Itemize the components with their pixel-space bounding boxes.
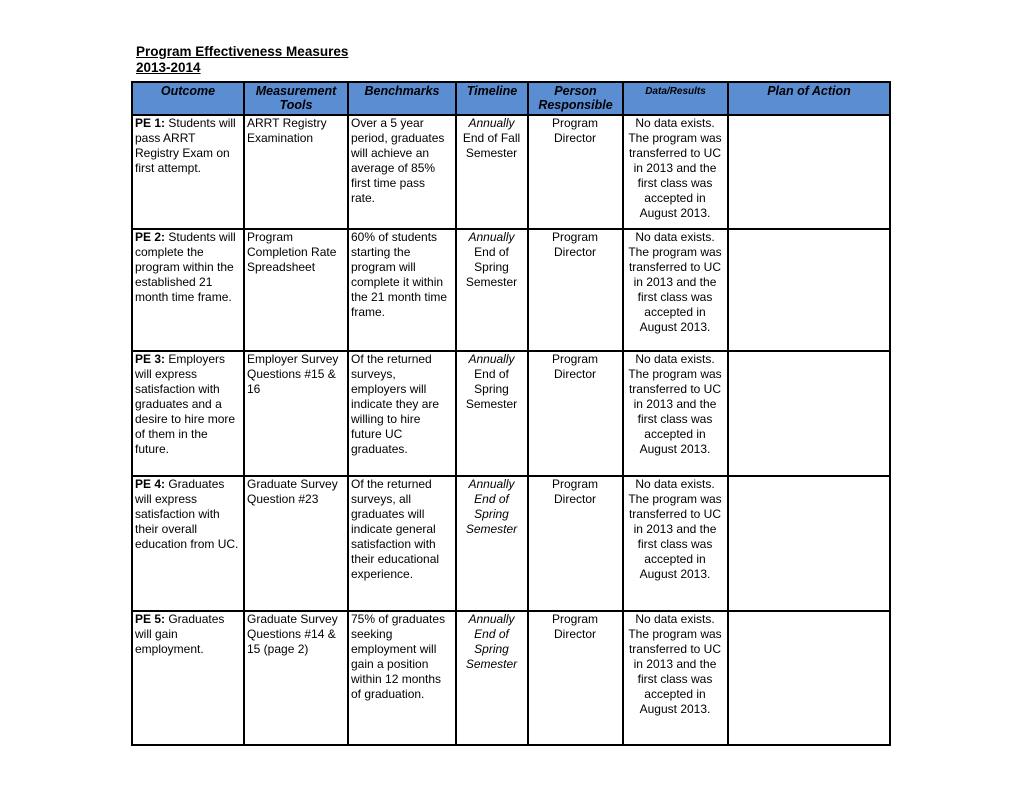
cell-benchmarks: Of the returned surveys, all graduates will indicate general satisfaction with their educational experience. xyxy=(348,476,456,611)
cell-person-responsible: Program Director xyxy=(528,476,623,611)
cell-outcome xyxy=(132,611,244,745)
cell-outcome xyxy=(132,115,244,229)
timeline-when: End of Spring Semester xyxy=(465,492,518,536)
outcome-code: PE 3: xyxy=(135,352,166,366)
cell-plan-of-action xyxy=(728,611,890,745)
cell-measurement-tools: Employer Survey Questions #15 & 16 xyxy=(244,351,348,476)
timeline-when: End of Spring Semester xyxy=(465,367,518,411)
cell-plan-of-action xyxy=(728,351,890,476)
cell-outcome xyxy=(132,351,244,476)
cell-person-responsible: Program Director xyxy=(528,115,623,229)
outcome-code: PE 4: xyxy=(135,477,166,491)
timeline-when: End of Spring Semester xyxy=(465,627,518,671)
table-header-row xyxy=(132,82,890,115)
table-row xyxy=(132,115,890,229)
cell-person-responsible: Program Director xyxy=(528,351,623,476)
cell-outcome xyxy=(132,476,244,611)
document-heading xyxy=(136,44,348,76)
outcome-text: Graduates will gain employment. xyxy=(135,612,225,656)
cell-timeline xyxy=(456,351,528,476)
column-header-timeline: Timeline xyxy=(456,82,528,115)
document-subtitle: 2013-2014 xyxy=(136,60,201,75)
timeline-frequency: Annually xyxy=(468,230,515,244)
cell-timeline xyxy=(456,476,528,611)
outcome-code: PE 5: xyxy=(135,612,166,626)
cell-benchmarks: Of the returned surveys, employers will indicate they are willing to hire future UC graduates. xyxy=(348,351,456,476)
table-row xyxy=(132,229,890,351)
program-effectiveness-table xyxy=(131,81,891,746)
column-header-benchmarks: Benchmarks xyxy=(348,82,456,115)
cell-timeline xyxy=(456,611,528,745)
timeline-frequency: Annually xyxy=(468,116,515,130)
cell-outcome xyxy=(132,229,244,351)
cell-plan-of-action xyxy=(728,476,890,611)
timeline-when: End of Spring Semester xyxy=(465,245,518,289)
cell-plan-of-action xyxy=(728,229,890,351)
table-row xyxy=(132,476,890,611)
cell-measurement-tools: ARRT Registry Examination xyxy=(244,115,348,229)
cell-data-results: No data exists. The program was transferred to UC in 2013 and the first class was accepted in August 2013. xyxy=(623,115,728,229)
outcome-text: Graduates will express satisfaction with their overall education from UC. xyxy=(135,477,239,551)
cell-data-results: No data exists. The program was transferred to UC in 2013 and the first class was accepted in August 2013. xyxy=(623,611,728,745)
cell-data-results: No data exists. The program was transferred to UC in 2013 and the first class was accepted in August 2013. xyxy=(623,351,728,476)
outcome-text: Students will pass ARRT Registry Exam on first attempt. xyxy=(135,116,236,175)
column-header-person-responsible: Person Responsible xyxy=(528,82,623,115)
cell-benchmarks: Over a 5 year period, graduates will achieve an average of 85% first time pass rate. xyxy=(348,115,456,229)
cell-benchmarks: 75% of graduates seeking employment will gain a position within 12 months of graduation. xyxy=(348,611,456,745)
outcome-code: PE 1: xyxy=(135,116,166,130)
outcome-text: Employers will express satisfaction with graduates and a desire to hire more of them in the future. xyxy=(135,352,236,456)
cell-timeline xyxy=(456,229,528,351)
cell-benchmarks: 60% of students starting the program will complete it within the 21 month time frame. xyxy=(348,229,456,351)
column-header-plan-of-action: Plan of Action xyxy=(728,82,890,115)
cell-timeline xyxy=(456,115,528,229)
outcome-code: PE 2: xyxy=(135,230,166,244)
cell-measurement-tools: Graduate Survey Question #23 xyxy=(244,476,348,611)
timeline-frequency: Annually xyxy=(468,612,515,626)
cell-person-responsible: Program Director xyxy=(528,229,623,351)
timeline-frequency: Annually xyxy=(468,477,515,491)
cell-measurement-tools: Graduate Survey Questions #14 & 15 (page 2) xyxy=(244,611,348,745)
column-header-measurement-tools: Measurement Tools xyxy=(244,82,348,115)
outcome-text: Students will complete the program within the established 21 month time frame. xyxy=(135,230,236,304)
column-header-data-results: Data/Results xyxy=(623,82,728,115)
table-row xyxy=(132,351,890,476)
cell-person-responsible: Program Director xyxy=(528,611,623,745)
table-row xyxy=(132,611,890,745)
cell-plan-of-action xyxy=(728,115,890,229)
cell-measurement-tools: Program Completion Rate Spreadsheet xyxy=(244,229,348,351)
column-header-outcome: Outcome xyxy=(132,82,244,115)
timeline-when: End of Fall Semester xyxy=(462,131,521,160)
timeline-frequency: Annually xyxy=(468,352,515,366)
document-title: Program Effectiveness Measures xyxy=(136,44,349,59)
cell-data-results: No data exists. The program was transferred to UC in 2013 and the first class was accepted in August 2013. xyxy=(623,229,728,351)
cell-data-results: No data exists. The program was transferred to UC in 2013 and the first class was accepted in August 2013. xyxy=(623,476,728,611)
